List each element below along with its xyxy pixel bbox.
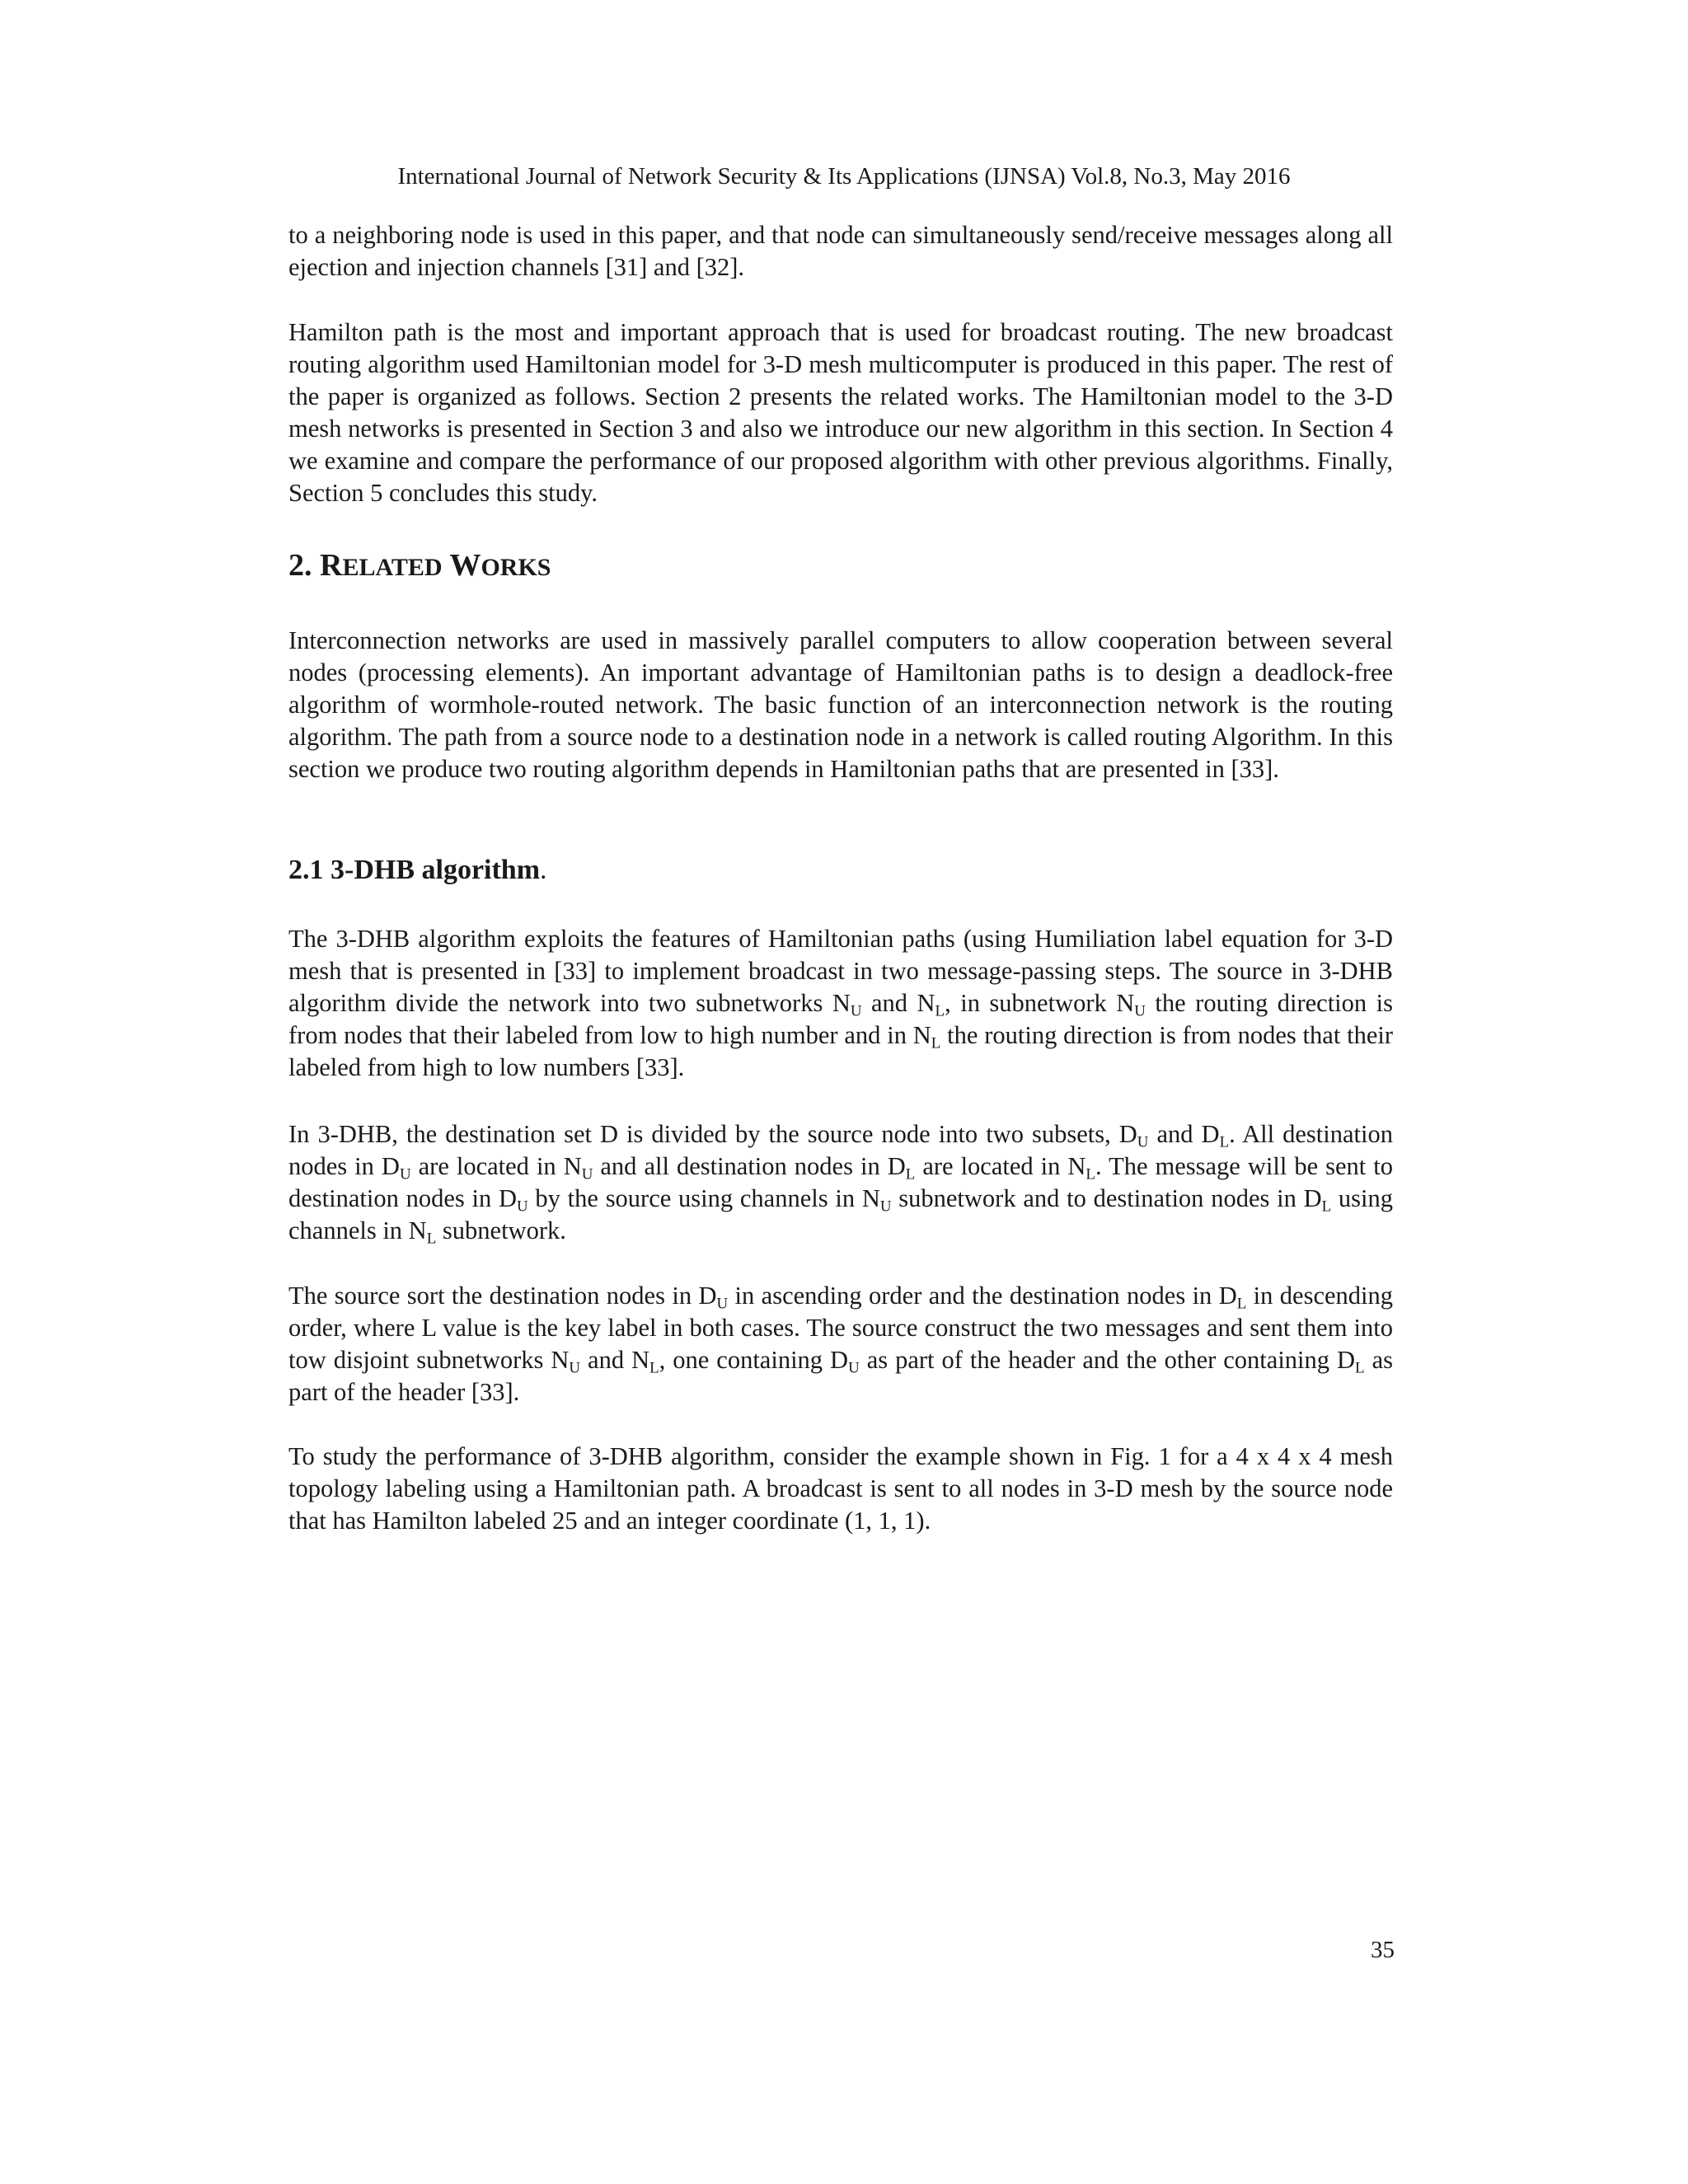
section-heading-related-works [288,547,551,586]
journal-running-header: International Journal of Network Security & Its Applications (IJNSA) Vol.8, No.3, May 2016 [397,163,1291,190]
text-run: and D [1148,1120,1220,1148]
text-run: using channels in N [288,1184,1394,1244]
subscript-l: L [1321,1197,1332,1216]
text-run: in ascending order and the destination nodes in D [728,1282,1237,1310]
text-run: , in subnetwork N [945,989,1135,1017]
heading-word-initial: W [449,548,481,583]
paragraph-3dhb-overview [288,923,1393,1084]
text-run: as part of the header and the other containing D [859,1346,1356,1374]
text-run: as part of the header [33]. [288,1346,1393,1406]
subscript-u: U [399,1165,411,1183]
text-run: , one containing D [659,1346,849,1374]
text-run: the routing direction is from nodes that their labeled from low to high number and in N [288,989,1393,1049]
subsection-heading-3dhb [288,854,547,887]
text-run: subnetwork. [436,1216,566,1244]
text-run: and N [580,1346,650,1374]
text-run: by the source using channels in N [528,1184,880,1212]
subscript-l: L [426,1230,437,1248]
subscript-u: U [581,1165,593,1183]
paragraph-related-works: Interconnection networks are used in massively parallel computers to allow cooperation between several nodes (processing elements). An important advantage of Hamiltonian paths is to design a deadlock-free algorithm of wormhole-routed network. The basic function of an interconnection network is the routing algorithm. The path from a source node to a destination node in a network is called routing Algorithm. In this section we produce two routing algorithm depends in Hamiltonian paths that are presented in [33]. [288,626,1393,783]
section-number: 2. [288,548,312,583]
subsection-title-period: . [540,855,547,885]
paragraph-intro-continuation: to a neighboring node is used in this paper, and that node can simultaneously send/receive messages along all ejection and injection channels [31] and [32]. [288,221,1393,281]
page-number: 35 [1371,1937,1395,1963]
subscript-l: L [1219,1133,1230,1151]
subscript-u: U [1134,1002,1146,1020]
subscript-l: L [905,1165,916,1183]
paragraph-example-fig1: To study the performance of 3-DHB algorithm, consider the example shown in Fig. 1 for a 4 x 4 x 4 mesh topology labeling using a Hamiltonian path. A broadcast is sent to all nodes in 3-D mesh by the source node that has Hamilton labeled 25 and an integer coordinate (1, 1, 1). [288,1442,1393,1535]
subscript-l: L [931,1034,941,1052]
subscript-u: U [1137,1133,1149,1151]
subscript-u: U [848,1359,860,1377]
subsection-title: 2.1 3-DHB algorithm [288,855,541,885]
text-run: and N [861,989,935,1017]
subscript-u: U [569,1359,581,1377]
paragraph-sorting-destinations [288,1280,1393,1408]
subscript-l: L [935,1002,945,1020]
text-run: the routing direction is from nodes that their labeled from high to low numbers [33]. [288,1021,1393,1081]
subscript-l: L [1085,1165,1095,1183]
subscript-u: U [716,1295,729,1313]
paragraph-paper-organization: Hamilton path is the most and important approach that is used for broadcast routing. The new broadcast routing algorithm used Hamiltonian model for 3-D mesh multicomputer is produced in this paper. The rest of the paper is organized as follows. Section 2 presents the related works. The Hamiltonian model to the 3-D mesh networks is presented in Section 3 and also we introduce our new algorithm in this section. In Section 4 we examine and compare the performance of our proposed algorithm with other previous algorithms. Finally, Section 5 concludes this study. [288,318,1393,507]
subscript-u: U [517,1197,528,1216]
text-run: in descending order, where L value is the key label in both cases. The source construct the two messages and sent them into tow disjoint subnetworks N [288,1282,1394,1374]
heading-word-rest: ELATED [342,554,443,581]
subscript-l: L [649,1359,659,1377]
paragraph-destination-set [288,1118,1393,1247]
text-run: The 3-DHB algorithm exploits the features of Hamiltonian paths (using Humiliation label equation for 3-D mesh that is presented in [33] to implement broadcast in two message-passing steps. The source in 3-DHB algorithm divide the network into two subnetworks N [288,925,1393,1017]
heading-word-rest: ORKS [481,554,551,581]
subscript-u: U [850,1002,862,1020]
subscript-l: L [1355,1359,1365,1377]
text-run: In 3-DHB, the destination set D is divided by the source node into two subsets, D [288,1120,1137,1148]
subscript-u: U [879,1197,892,1216]
text-run: . The message will be sent to destination nodes in D [288,1152,1393,1212]
text-run: The source sort the destination nodes in D [288,1282,717,1310]
text-run: . All destination nodes in D [288,1120,1393,1180]
heading-word-initial: R [320,548,343,583]
text-run: subnetwork and to destination nodes in D [891,1184,1322,1212]
text-run: are located in N [915,1152,1086,1180]
text-run: and all destination nodes in D [593,1152,906,1180]
subscript-l: L [1236,1295,1247,1313]
text-run: are located in N [410,1152,582,1180]
